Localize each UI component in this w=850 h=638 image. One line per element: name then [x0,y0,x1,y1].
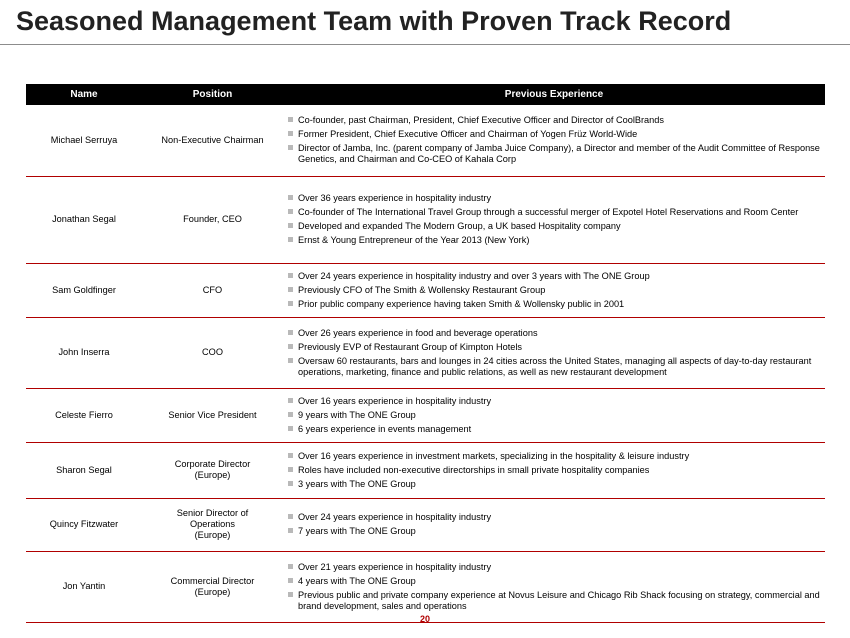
member-position [142,176,283,263]
position-line: (Europe) [194,586,231,597]
management-table [26,84,825,623]
square-bullet-icon [288,412,293,417]
table-row [26,105,825,176]
position-line: Senior Vice President [168,409,257,420]
experience-item [283,576,821,587]
experience-text: Over 24 years experience in hospitality industry [298,512,492,522]
member-name: John Inserra [26,317,142,388]
experience-item [283,562,821,573]
square-bullet-icon [288,301,293,306]
experience-text: Over 21 years experience in hospitality industry [298,561,492,572]
experience-text: Previously CFO of The Smith & Wollensky Restaurant Group [298,284,546,295]
experience-text: Developed and expanded The Modern Group, a UK based Hospitality company [298,221,621,231]
experience-item [283,285,821,296]
square-bullet-icon [288,564,293,569]
experience-list [283,321,825,385]
header-previous-experience: Previous Experience [283,84,825,105]
experience-item [283,356,821,378]
experience-item [283,271,821,282]
page-number: 20 [419,614,430,624]
member-position [142,388,283,442]
square-bullet-icon [288,592,293,597]
experience-text: Co-founder of The International Travel Group through a successful merger of Expotel Hotel Reservations and Room Center [298,207,799,217]
square-bullet-icon [288,117,293,122]
member-name: Celeste Fierro [26,388,142,442]
table-header-row [26,84,825,105]
square-bullet-icon [288,330,293,335]
experience-text: Over 24 years experience in hospitality industry and over 3 years with The ONE Group [298,270,650,281]
square-bullet-icon [288,481,293,486]
position-line: Commercial Director [170,575,255,586]
member-position [142,498,283,551]
experience-item [283,115,821,126]
experience-item [283,451,821,462]
table-row [26,317,825,388]
experience-text: Over 36 years experience in hospitality industry [298,193,492,203]
square-bullet-icon [288,514,293,519]
member-experience [283,105,825,176]
square-bullet-icon [288,273,293,278]
experience-item [283,221,821,232]
square-bullet-icon [288,145,293,150]
position-line: COO [202,347,223,357]
experience-list [283,555,825,619]
member-experience [283,317,825,388]
experience-text: Roles have included non-executive directorships in small private hospitality companies [298,464,650,475]
experience-text: Director of Jamba, Inc. (parent company of Jamba Juice Company), a Director and member of the Audit Committee of Response Genetics, and Chairman and Co-CEO of Kahala Corp [298,143,820,165]
experience-text: Oversaw 60 restaurants, bars and lounges in 24 cities across the United States, managing all aspects of day-to-day restaurant operations, marketing, finance and public relations, as well as new restaurant development [298,355,812,377]
member-experience [283,551,825,622]
member-position [142,105,283,176]
experience-item [283,143,821,165]
experience-list [283,505,825,544]
experience-text: Ernst & Young Entrepreneur of the Year 2013 (New York) [298,235,530,245]
member-position [142,317,283,388]
experience-item [283,396,821,407]
header-position: Position [142,84,283,105]
position-line: (Europe) [194,470,231,480]
experience-text: Over 26 years experience in food and beverage operations [298,327,538,338]
position-line: Non-Executive Chairman [161,134,264,145]
experience-list [283,264,825,317]
experience-text: 4 years with The ONE Group [298,575,416,586]
experience-text: Former President, Chief Executive Officer and Chairman of Yogen Früz World-Wide [298,129,638,140]
member-position [142,263,283,317]
position-line: (Europe) [194,530,231,540]
table-row [26,498,825,551]
experience-item [283,512,821,523]
square-bullet-icon [288,287,293,292]
table-row [26,442,825,498]
member-name: Michael Serruya [26,105,142,176]
square-bullet-icon [288,223,293,228]
experience-text: 6 years experience in events management [298,423,472,434]
square-bullet-icon [288,528,293,533]
experience-list [283,389,825,442]
square-bullet-icon [288,237,293,242]
experience-item [283,328,821,339]
member-experience [283,442,825,498]
experience-item [283,526,821,537]
member-name: Jonathan Segal [26,176,142,263]
experience-list [283,186,825,253]
square-bullet-icon [288,453,293,458]
member-experience [283,498,825,551]
square-bullet-icon [288,209,293,214]
member-position [142,442,283,498]
experience-text: 7 years with The ONE Group [298,526,416,536]
position-line: CFO [202,284,223,295]
square-bullet-icon [288,131,293,136]
experience-item [283,410,821,421]
table-row [26,388,825,442]
square-bullet-icon [288,195,293,200]
member-name: Jon Yantin [26,551,142,622]
member-name: Quincy Fitzwater [26,498,142,551]
square-bullet-icon [288,426,293,431]
square-bullet-icon [288,344,293,349]
square-bullet-icon [288,358,293,363]
experience-text: 3 years with The ONE Group [298,478,416,489]
position-line: Operations [190,519,235,529]
experience-item [283,207,821,218]
member-experience [283,388,825,442]
experience-item [283,299,821,310]
experience-item [283,479,821,490]
experience-text: 9 years with The ONE Group [298,409,416,420]
square-bullet-icon [288,398,293,403]
table-row [26,551,825,622]
experience-text: Prior public company experience having taken Smith & Wollensky public in 2001 [298,298,625,309]
experience-text: Over 16 years experience in hospitality industry [298,395,492,406]
position-line: Founder, CEO [183,214,242,224]
title-divider [0,44,850,45]
experience-item [283,590,821,612]
experience-list [283,444,825,497]
experience-list [283,108,825,172]
experience-text: Over 16 years experience in investment markets, specializing in the hospitality & leisure industry [298,450,690,461]
experience-text: Co-founder, past Chairman, President, Chief Executive Officer and Director of CoolBrands [298,115,664,126]
square-bullet-icon [288,467,293,472]
table-row [26,263,825,317]
square-bullet-icon [288,578,293,583]
experience-text: Previous public and private company experience at Novus Leisure and Chicago Rib Shack focusing on strategy, commercial and brand development, sales and operations [298,589,820,611]
table-row [26,176,825,263]
experience-text: Previously EVP of Restaurant Group of Kimpton Hotels [298,341,523,352]
experience-item [283,193,821,204]
experience-item [283,342,821,353]
table-body [26,105,825,622]
position-line: Corporate Director [174,459,251,469]
experience-item [283,129,821,140]
member-name: Sam Goldfinger [26,263,142,317]
member-name: Sharon Segal [26,442,142,498]
header-name: Name [26,84,142,105]
experience-item [283,235,821,246]
position-line: Senior Director of [176,508,249,518]
member-position [142,551,283,622]
experience-item [283,424,821,435]
member-experience [283,176,825,263]
member-experience [283,263,825,317]
slide-title: Seasoned Management Team with Proven Track Record [16,6,732,36]
experience-item [283,465,821,476]
